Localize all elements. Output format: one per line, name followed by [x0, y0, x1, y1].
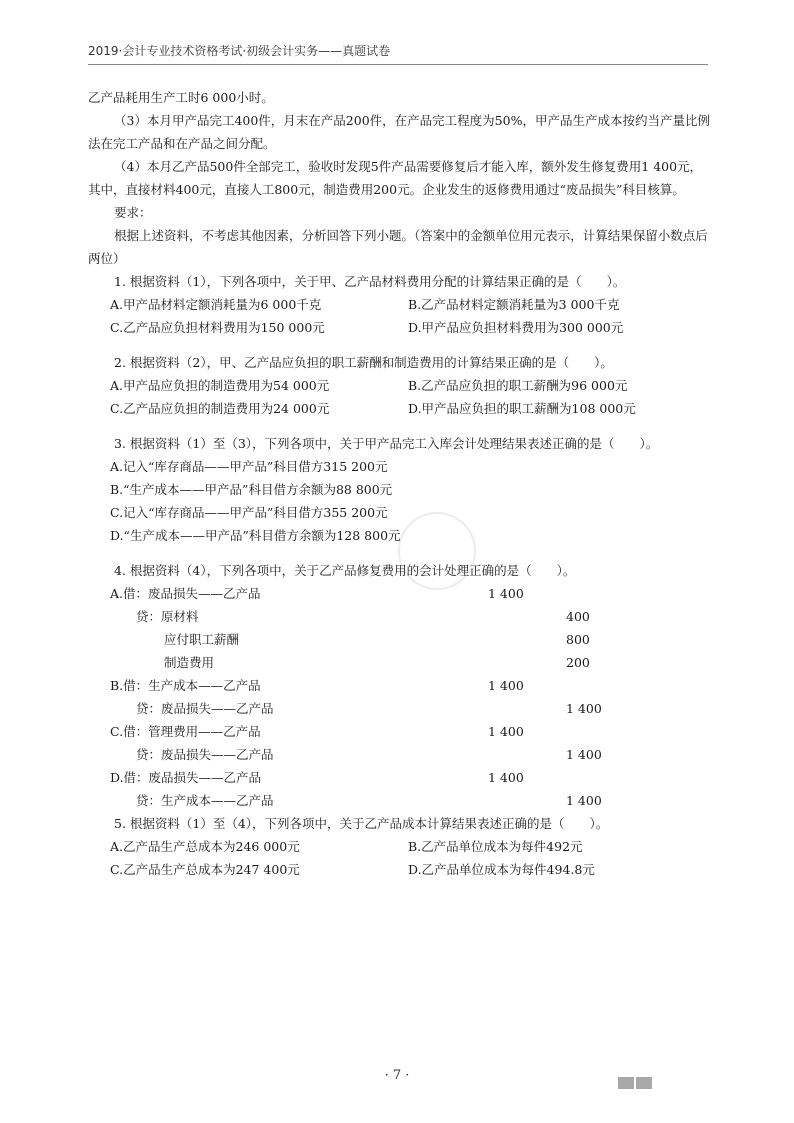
question-2-stem: 2. 根据资料（2），甲、乙产品应负担的职工薪酬和制造费用的计算结果正确的是（ ）。	[114, 355, 613, 370]
question-1-option-b[interactable]: B.乙产品材料定额消耗量为3 000千克	[408, 297, 620, 312]
question-2-option-c[interactable]: C.乙产品应负担的制造费用为24 000元	[110, 401, 330, 416]
question-4-options	[88, 582, 710, 812]
question-3-option-a[interactable]: A.记入“库存商品——甲产品”科目借方315 200元	[110, 459, 388, 474]
question-1-option-c[interactable]: C.乙产品应负担材料费用为150 000元	[110, 320, 325, 335]
question-5-option-a[interactable]: A.乙产品生产总成本为246 000元	[110, 839, 300, 854]
question-1-option-d[interactable]: D.甲产品应负担材料费用为300 000元	[408, 320, 624, 335]
q4-c-debit-account: C.借：管理费用——乙产品	[110, 724, 261, 739]
q4-a-debit-amount: 1 400	[488, 586, 524, 601]
question-5-options	[88, 835, 710, 881]
q4-a-credit-amount-2: 800	[566, 632, 590, 647]
question-1-options	[88, 293, 710, 339]
question-1-option-a[interactable]: A.甲产品材料定额消耗量为6 000千克	[110, 297, 322, 312]
question-5-stem: 5. 根据资料（1）至（4），下列各项中，关于乙产品成本计算结果表述正确的是（ ）。	[114, 816, 609, 831]
question-3-stem: 3. 根据资料（1）至（3），下列各项中，关于甲产品完工入库会计处理结果表述正确的是（ ）。	[114, 436, 659, 451]
q4-b-debit-line[interactable]	[88, 674, 710, 697]
q4-d-credit-amount: 1 400	[566, 793, 602, 808]
question-5-option-b[interactable]: B.乙产品单位成本为每件492元	[408, 839, 583, 854]
q4-c-debit-amount: 1 400	[488, 724, 524, 739]
material-4: （4）本月乙产品500件全部完工，验收时发现5件产品需要修复后才能入库，额外发生修复费用1 400元，其中，直接材料400元，直接人工800元，制造费用200元。企业发生的返修费用通过“废品损失”科目核算。	[88, 159, 703, 197]
running-header: 2019·会计专业技术资格考试·初级会计实务——真题试卷	[88, 44, 391, 58]
question-4-stem: 4. 根据资料（4），下列各项中，关于乙产品修复费用的会计处理正确的是（ ）。	[114, 563, 576, 578]
q4-d-debit-amount: 1 400	[488, 770, 524, 785]
q4-a-credit-amount: 400	[566, 609, 590, 624]
question-3-option-b[interactable]: B.“生产成本——甲产品”科目借方余额为88 800元	[110, 482, 393, 497]
q4-b-credit-line	[88, 697, 710, 720]
question-3-option-c[interactable]: C.记入“库存商品——甲产品”科目借方355 200元	[110, 505, 388, 520]
q4-b-debit-account: B.借：生产成本——乙产品	[110, 678, 261, 693]
q4-d-credit-account: 贷：生产成本——乙产品	[136, 793, 274, 808]
q4-b-debit-amount: 1 400	[488, 678, 524, 693]
q4-c-credit-line	[88, 743, 710, 766]
question-3-option-d[interactable]: D.“生产成本——甲产品”科目借方余额为128 800元	[110, 528, 401, 543]
question-1-stem: 1. 根据资料（1），下列各项中，关于甲、乙产品材料费用分配的计算结果正确的是（ ）。	[114, 274, 626, 289]
q4-a-credit-account: 贷：原材料	[136, 609, 199, 624]
q4-a-credit-line-2	[88, 628, 710, 651]
q4-a-credit-line	[88, 605, 710, 628]
q4-d-debit-account: D.借：废品损失——乙产品	[110, 770, 262, 785]
q4-c-credit-amount: 1 400	[566, 747, 602, 762]
material-3: （3）本月甲产品完工400件，月末在产品200件，在产品完工程度为50%，甲产品生产成本按约当产量比例法在完工产品和在产品之间分配。	[88, 113, 710, 151]
q4-d-credit-line	[88, 789, 710, 812]
question-2-option-b[interactable]: B.乙产品应负担的职工薪酬为96 000元	[408, 378, 628, 393]
q4-a-debit-account: A.借：废品损失——乙产品	[110, 586, 261, 601]
q4-c-credit-account: 贷：废品损失——乙产品	[136, 747, 274, 762]
q4-c-debit-line[interactable]	[88, 720, 710, 743]
question-3-options	[88, 455, 710, 547]
q4-a-debit-line[interactable]	[88, 582, 710, 605]
material-continuation: 乙产品耗用生产工时6 000小时。	[88, 90, 274, 105]
question-5-option-c[interactable]: C.乙产品生产总成本为247 400元	[110, 862, 300, 877]
page-content	[88, 86, 710, 881]
question-2-option-d[interactable]: D.甲产品应负担的职工薪酬为108 000元	[408, 401, 636, 416]
corner-decoration	[618, 1074, 654, 1093]
q4-b-credit-account: 贷：废品损失——乙产品	[136, 701, 274, 716]
q4-b-credit-amount: 1 400	[566, 701, 602, 716]
header-divider	[88, 64, 708, 65]
q4-a-credit-account-2: 应付职工薪酬	[164, 632, 240, 647]
requirements-label: 要求：	[114, 205, 152, 220]
question-2-options	[88, 374, 710, 420]
q4-a-credit-line-3	[88, 651, 710, 674]
requirements-text: 根据上述资料，不考虑其他因素，分析回答下列小题。（答案中的金额单位用元表示，计算结果保留小数点后两位）	[88, 228, 708, 266]
q4-a-credit-account-3: 制造费用	[164, 655, 215, 670]
q4-d-debit-line[interactable]	[88, 766, 710, 789]
page-number: · 7 ·	[384, 1068, 410, 1083]
q4-a-credit-amount-3: 200	[566, 655, 590, 670]
question-2-option-a[interactable]: A.甲产品应负担的制造费用为54 000元	[110, 378, 330, 393]
question-5-option-d[interactable]: D.乙产品单位成本为每件494.8元	[408, 862, 595, 877]
